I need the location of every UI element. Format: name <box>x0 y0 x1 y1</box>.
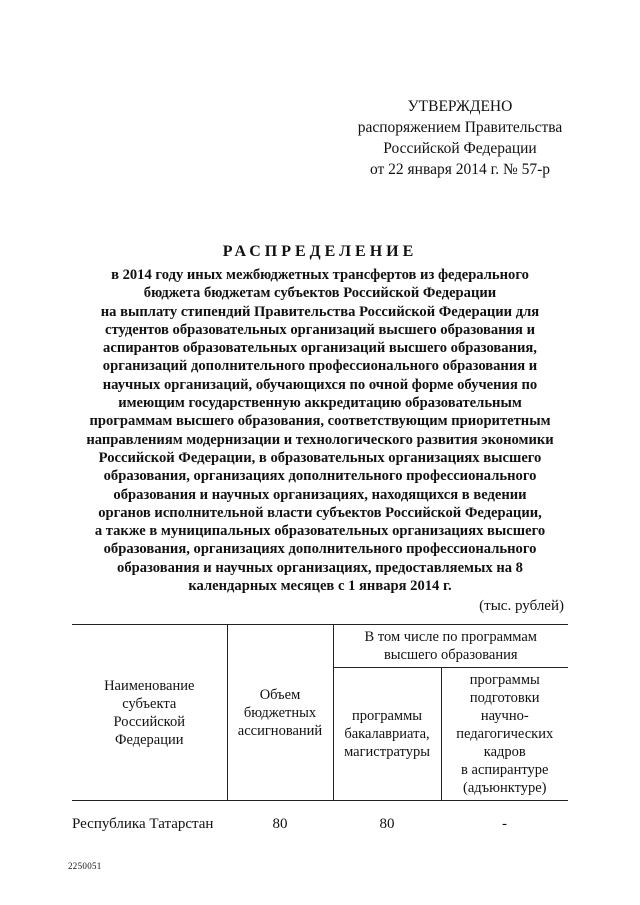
subtitle-line: бюджета бюджетам субъектов Российской Федерации <box>143 285 497 302</box>
subtitle-line: образования, организациях дополнительного профессионального <box>103 468 537 485</box>
subtitle-line: направлениям модернизации и технологического развития экономики <box>86 431 554 448</box>
document-title: РАСПРЕДЕЛЕНИЕ <box>222 243 418 260</box>
subtitle-line: организаций дополнительного профессионального образования и <box>102 358 538 375</box>
subtitle-line: научных организаций, обучающихся по очной форме обучения по <box>102 376 538 393</box>
header-volume: Объем бюджетных ассигнований <box>227 625 333 801</box>
footer-code: 2250051 <box>68 861 102 871</box>
subtitle-line: образования и научных организациях, находящихся в ведении <box>113 486 527 503</box>
subtitle-line: на выплату стипендий Правительства Российской Федерации для <box>100 303 540 320</box>
table-header-row <box>72 625 568 668</box>
subtitle-line: образования и научных организациях, предоставляемых на 8 <box>117 559 523 576</box>
header-bachelor: программы бакалавриата, магистратуры <box>333 668 441 801</box>
header-postgrad: программы подготовки научно- педагогических кадров в аспирантуре (адъюнктуре) <box>441 668 568 801</box>
subtitle-line: аспирантов образовательных организаций высшего образования, <box>103 340 537 357</box>
document-subtitle <box>60 266 580 595</box>
subtitle-line: программам высшего образования, соответствующим приоритетным <box>89 413 551 430</box>
cell-region: Республика Татарстан <box>72 816 214 832</box>
approval-block <box>330 96 590 180</box>
header-group: В том числе по программам высшего образования <box>333 625 568 668</box>
distribution-table <box>72 624 568 833</box>
subtitle-line: имеющим государственную аккредитацию образовательным <box>118 395 522 412</box>
cell-volume: 80 <box>272 816 288 832</box>
header-region: Наименование субъекта Российской Федерации <box>72 625 227 801</box>
units-label: (тыс. рублей) <box>479 598 564 614</box>
approval-line: распоряжением Правительства <box>357 119 563 136</box>
subtitle-line: образования, организациях дополнительного профессионального <box>103 541 537 558</box>
approval-heading: УТВЕРЖДЕНО <box>407 98 513 115</box>
subtitle-line: а также в муниципальных образовательных организациях высшего <box>94 523 546 540</box>
cell-bachelor: 80 <box>379 816 395 832</box>
subtitle-line: органов исполнительной власти субъектов Российской Федерации, <box>98 504 542 521</box>
subtitle-line: календарных месяцев с 1 января 2014 г. <box>188 578 452 595</box>
approval-line: Российской Федерации <box>383 140 537 157</box>
table-row <box>72 801 568 834</box>
subtitle-line: в 2014 году иных межбюджетных трансфертов из федерального <box>111 267 529 283</box>
subtitle-line: Российской Федерации, в образовательных организациях высшего <box>98 449 542 466</box>
approval-date: от 22 января 2014 г. № 57-р <box>369 161 551 178</box>
subtitle-line: студентов образовательных организаций высшего образования и <box>105 321 535 338</box>
cell-postgrad: - <box>502 816 507 832</box>
